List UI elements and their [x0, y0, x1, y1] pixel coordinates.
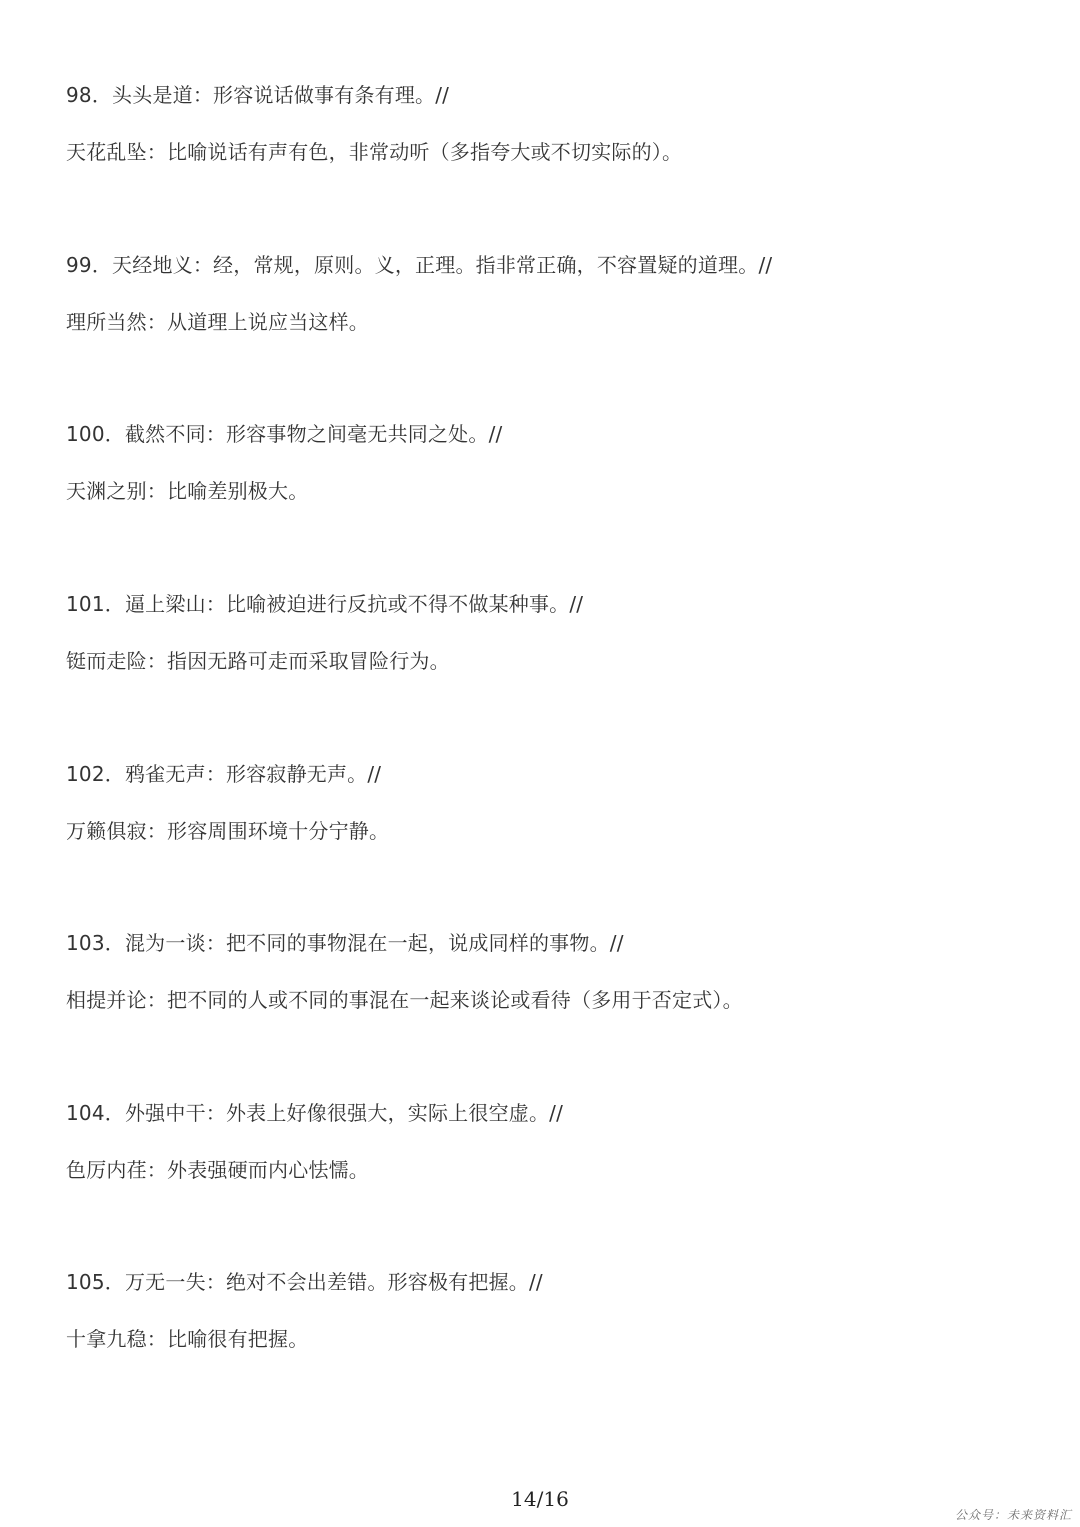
idiom-related: 天渊之别：比喻差别极大。 [66, 479, 309, 503]
idiom-related: 天花乱坠：比喻说话有声有色，非常动听（多指夸大或不切实际的）。 [66, 140, 683, 164]
idiom-definition: 104．外强中干：外表上好像很强大，实际上很空虚。// [66, 1101, 564, 1125]
idiom-related: 相提并论：把不同的人或不同的事混在一起来谈论或看待（多用于否定式）。 [66, 988, 743, 1012]
idiom-definition: 103．混为一谈：把不同的事物混在一起，说成同样的事物。// [66, 931, 624, 955]
watermark: 公众号：未来资料汇 [954, 1508, 1072, 1522]
idiom-definition: 99．天经地义：经，常规，原则。义，正理。指非常正确，不容置疑的道理。// [66, 253, 773, 277]
idiom-related: 铤而走险：指因无路可走而采取冒险行为。 [66, 649, 450, 673]
idiom-definition: 98．头头是道：形容说话做事有条有理。// [66, 83, 450, 107]
page-number: 14/16 [511, 1487, 569, 1511]
idiom-related: 十拿九稳：比喻很有把握。 [66, 1327, 309, 1351]
idiom-related: 色厉内荏：外表强硬而内心怯懦。 [66, 1158, 369, 1182]
idiom-related: 万籁俱寂：形容周围环境十分宁静。 [66, 819, 390, 843]
idiom-definition: 102．鸦雀无声：形容寂静无声。// [66, 762, 382, 786]
idiom-definition: 105．万无一失：绝对不会出差错。形容极有把握。// [66, 1270, 543, 1294]
idiom-definition: 100．截然不同：形容事物之间毫无共同之处。// [66, 422, 503, 446]
idiom-related: 理所当然：从道理上说应当这样。 [66, 310, 369, 334]
idiom-definition: 101．逼上梁山：比喻被迫进行反抗或不得不做某种事。// [66, 592, 584, 616]
